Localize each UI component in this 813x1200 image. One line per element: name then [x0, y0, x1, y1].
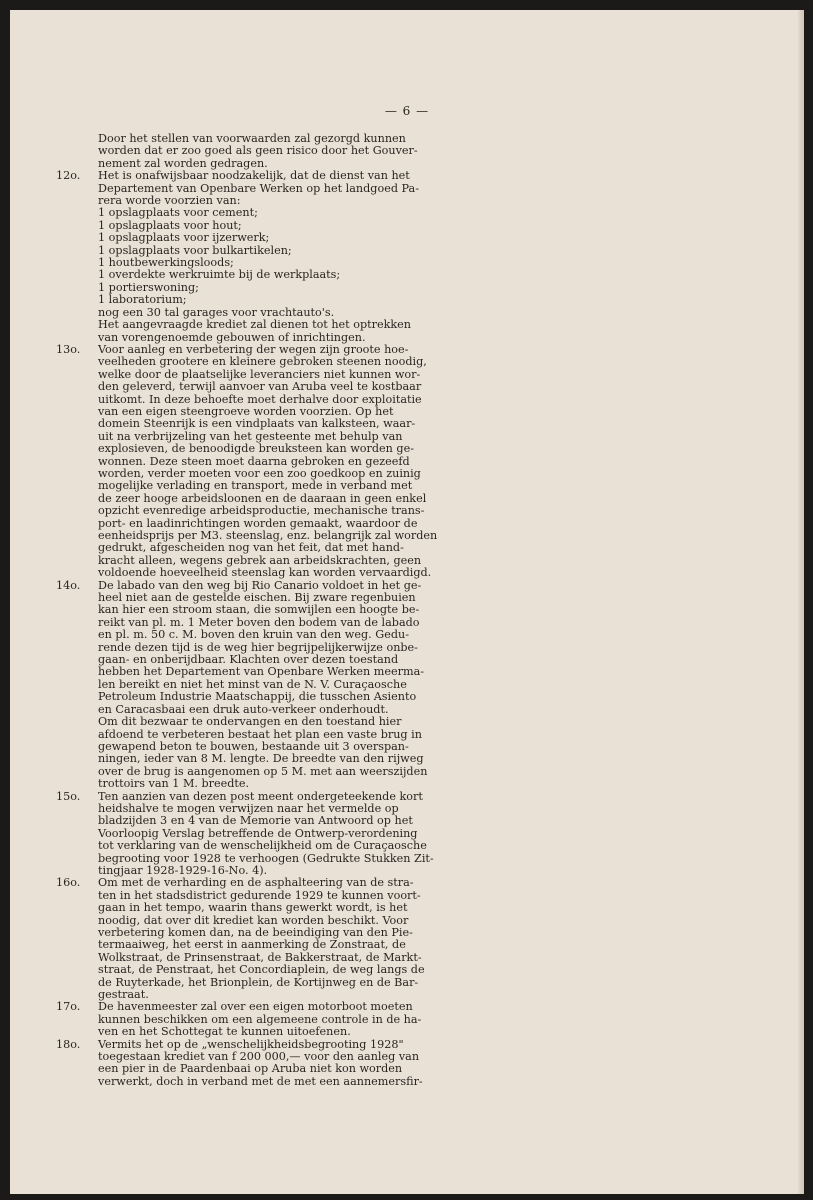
- text-line: welke door de plaatselijke leveranciers niet kunnen wor-: [98, 367, 421, 381]
- text-line: ven en het Schottegat te kunnen uitoefenen.: [98, 1025, 351, 1039]
- text-line: gedrukt, afgescheiden nog van het feit, dat met hand-: [98, 541, 404, 555]
- paragraph-number: 14o.: [56, 578, 81, 592]
- text-line: Ten aanzien van dezen post meent ondergeteekende kort: [98, 789, 423, 803]
- text-line: tot verklaring van de wenschelijkheid om de Curaçaosche: [98, 839, 427, 853]
- text-line: verbetering komen dan, na de beeindiging van den Pie-: [98, 926, 413, 939]
- text-line: Voorloopig Verslag betreffende de Ontwerp-verordening: [98, 826, 418, 840]
- text-line: wonnen. Deze steen moet daarna gebroken en gezeefd: [98, 454, 410, 468]
- text-line: verwerkt, doch in verband met de met een aannemersfir-: [98, 1074, 423, 1088]
- text-line: rende dezen tijd is de weg hier begrijpelijkerwijze onbe-: [98, 640, 418, 654]
- text-line: de zeer hooge arbeidsloonen en de daaraan in geen enkel: [98, 491, 427, 505]
- text-line: domein Steenrijk is een vindplaats van kalksteen, waar-: [98, 417, 416, 431]
- text-line: 1 overdekte werkruimte bij de werkplaats;: [98, 268, 341, 282]
- text-line: Om dit bezwaar te ondervangen en den toestand hier: [98, 715, 402, 729]
- text-line: kan hier een stroom staan, die somwijlen een hoogte be-: [98, 603, 420, 617]
- text-line: noodig, dat over dit krediet kan worden beschikt. Voor: [98, 913, 409, 927]
- text-line: hebben het Departement van Openbare Werken meerma-: [98, 665, 425, 679]
- document-page: [10, 10, 804, 1194]
- paragraph: [56, 791, 716, 878]
- text-line: kunnen beschikken om een algemeene controle in de ha-: [98, 1012, 422, 1026]
- text-line: Departement van Openbare Werken op het landgoed Pa-: [98, 181, 420, 195]
- text-line: toegestaan krediet van f 200 000,— voor den aanleg van: [98, 1050, 420, 1064]
- text-line: Om met de verharding en de asphalteering van de stra-: [98, 876, 414, 890]
- text-line: Het is onafwijsbaar noodzakelijk, dat de dienst van het: [98, 169, 410, 183]
- text-line: termaaiweg, het eerst in aanmerking de Zonstraat, de: [98, 938, 406, 952]
- text-line: nement zal worden gedragen.: [98, 156, 268, 170]
- text-line: en Caracasbaai een druk auto-verkeer onderhoudt.: [98, 702, 389, 716]
- paragraph-number: 16o.: [56, 876, 81, 890]
- text-line: Vermits het op de „wenschelijkheidsbegrooting 1928": [98, 1037, 404, 1051]
- text-line: 1 laboratorium;: [98, 293, 187, 307]
- text-line: trottoirs van 1 M. breedte.: [98, 777, 250, 791]
- text-line: uitkomt. In deze behoefte moet derhalve door exploitatie: [98, 392, 422, 406]
- text-line: De labado van den weg bij Rio Canario voldoet in het ge-: [98, 578, 422, 592]
- text-line: len bereikt en niet het minst van de N. V. Curaçaosche: [98, 677, 407, 691]
- text-line: 1 houtbewerkingsloods;: [98, 256, 234, 270]
- text-line: gaan- en onberijdbaar. Klachten over dezen toestand: [98, 653, 399, 667]
- paragraph-number: 15o.: [56, 789, 81, 803]
- text-line: voldoende hoeveelheid steenslag kan worden vervaardigd.: [98, 566, 432, 580]
- paragraph: [56, 344, 716, 580]
- text-line: 1 opslagplaats voor hout;: [98, 218, 242, 232]
- text-line: Voor aanleg en verbetering der wegen zijn groote hoe-: [98, 342, 409, 356]
- document-body: [56, 133, 716, 1088]
- text-line: 1 opslagplaats voor ijzerwerk;: [98, 231, 270, 245]
- paragraph-number: 18o.: [56, 1037, 81, 1051]
- text-line: mogelijke verlading en transport, mede in verband met: [98, 479, 413, 493]
- text-line: tingjaar 1928-1929-16-No. 4).: [98, 863, 268, 877]
- text-line: en pl. m. 50 c. M. boven den kruin van den weg. Gedu-: [98, 628, 409, 642]
- paragraph: [56, 1001, 716, 1038]
- text-line: een pier in de Paardenbaai op Aruba niet kon worden: [98, 1062, 403, 1076]
- text-line: afdoend te verbeteren bestaat het plan een vaste brug in: [98, 727, 422, 741]
- text-line: Petroleum Industrie Maatschappij, die tusschen Asiento: [98, 690, 417, 704]
- text-line: begrooting voor 1928 te verhoogen (Gedrukte Stukken Zit-: [98, 851, 434, 865]
- text-line: worden, verder moeten voor een zoo goedkoop en zuinig: [98, 466, 421, 480]
- text-line: De havenmeester zal over een eigen motorboot moeten: [98, 1000, 413, 1014]
- text-line: explosieven, de benoodigde breuksteen kan worden ge-: [98, 442, 414, 456]
- page-number: — 6 —: [384, 104, 430, 118]
- text-line: veelheden grootere en kleinere gebroken steenen noodig,: [98, 355, 427, 369]
- text-line: ten in het stadsdistrict gedurende 1929 te kunnen voort-: [98, 888, 421, 902]
- text-line: van vorengenoemde gebouwen of inrichtingen.: [98, 330, 366, 344]
- paragraph: [56, 170, 716, 344]
- text-line: nog een 30 tal garages voor vrachtauto's.: [98, 305, 335, 319]
- text-line: straat, de Penstraat, het Concordiaplein, de weg langs de: [98, 963, 425, 977]
- text-line: den geleverd, terwijl aanvoer van Aruba veel te kostbaar: [98, 380, 422, 394]
- text-line: rera worde voorzien van:: [98, 194, 241, 208]
- text-line: gewapend beton te bouwen, bestaande uit 3 overspan-: [98, 739, 409, 753]
- paragraph: [56, 133, 716, 170]
- text-line: 1 portierswoning;: [98, 280, 199, 294]
- text-line: bladzijden 3 en 4 van de Memorie van Antwoord op het: [98, 814, 413, 828]
- text-line: port- en laadinrichtingen worden gemaakt, waardoor de: [98, 516, 418, 530]
- paragraph: [56, 1039, 716, 1089]
- text-line: 1 opslagplaats voor bulkartikelen;: [98, 243, 292, 257]
- text-line: Door het stellen van voorwaarden zal gezorgd kunnen: [98, 132, 406, 145]
- text-line: ningen, ieder van 8 M. lengte. De breedte van den rijweg: [98, 752, 424, 766]
- paragraph-number: 17o.: [56, 1000, 81, 1014]
- text-line: gaan in het tempo, waarin thans gewerkt wordt, is het: [98, 901, 408, 915]
- text-line: heidshalve te mogen verwijzen naar het vermelde op: [98, 801, 399, 815]
- text-line: opzicht evenredige arbeidsproductie, mechanische trans-: [98, 504, 425, 518]
- text-line: worden dat er zoo goed als geen risico door het Gouver-: [98, 144, 418, 158]
- text-line: eenheidsprijs per M3. steenslag, enz. belangrijk zal worden: [98, 529, 438, 542]
- text-line: 1 opslagplaats voor cement;: [98, 206, 258, 220]
- text-line: kracht alleen, wegens gebrek aan arbeidskrachten, geen: [98, 553, 422, 567]
- text-line: reikt van pl. m. 1 Meter boven den bodem van de labado: [98, 615, 420, 629]
- text-line: Het aangevraagde krediet zal dienen tot het optrekken: [98, 318, 411, 332]
- text-line: Wolkstraat, de Prinsenstraat, de Bakkerstraat, de Markt-: [98, 950, 422, 964]
- text-line: over de brug is aangenomen op 5 M. met aan weerszijden: [98, 764, 428, 778]
- text-line: gestraat.: [98, 988, 149, 1002]
- paragraph: [56, 580, 716, 791]
- paragraph: [56, 877, 716, 1001]
- text-line: heel niet aan de gestelde eischen. Bij zware regenbuien: [98, 591, 416, 605]
- text-line: van een eigen steengroeve worden voorzien. Op het: [98, 404, 394, 418]
- page-edge: [798, 10, 804, 1194]
- paragraph-number: 13o.: [56, 342, 81, 356]
- text-line: uit na verbrijzeling van het gesteente met behulp van: [98, 429, 403, 443]
- text-line: de Ruyterkade, het Brionplein, de Kortijnweg en de Bar-: [98, 975, 419, 989]
- paragraph-number: 12o.: [56, 169, 81, 183]
